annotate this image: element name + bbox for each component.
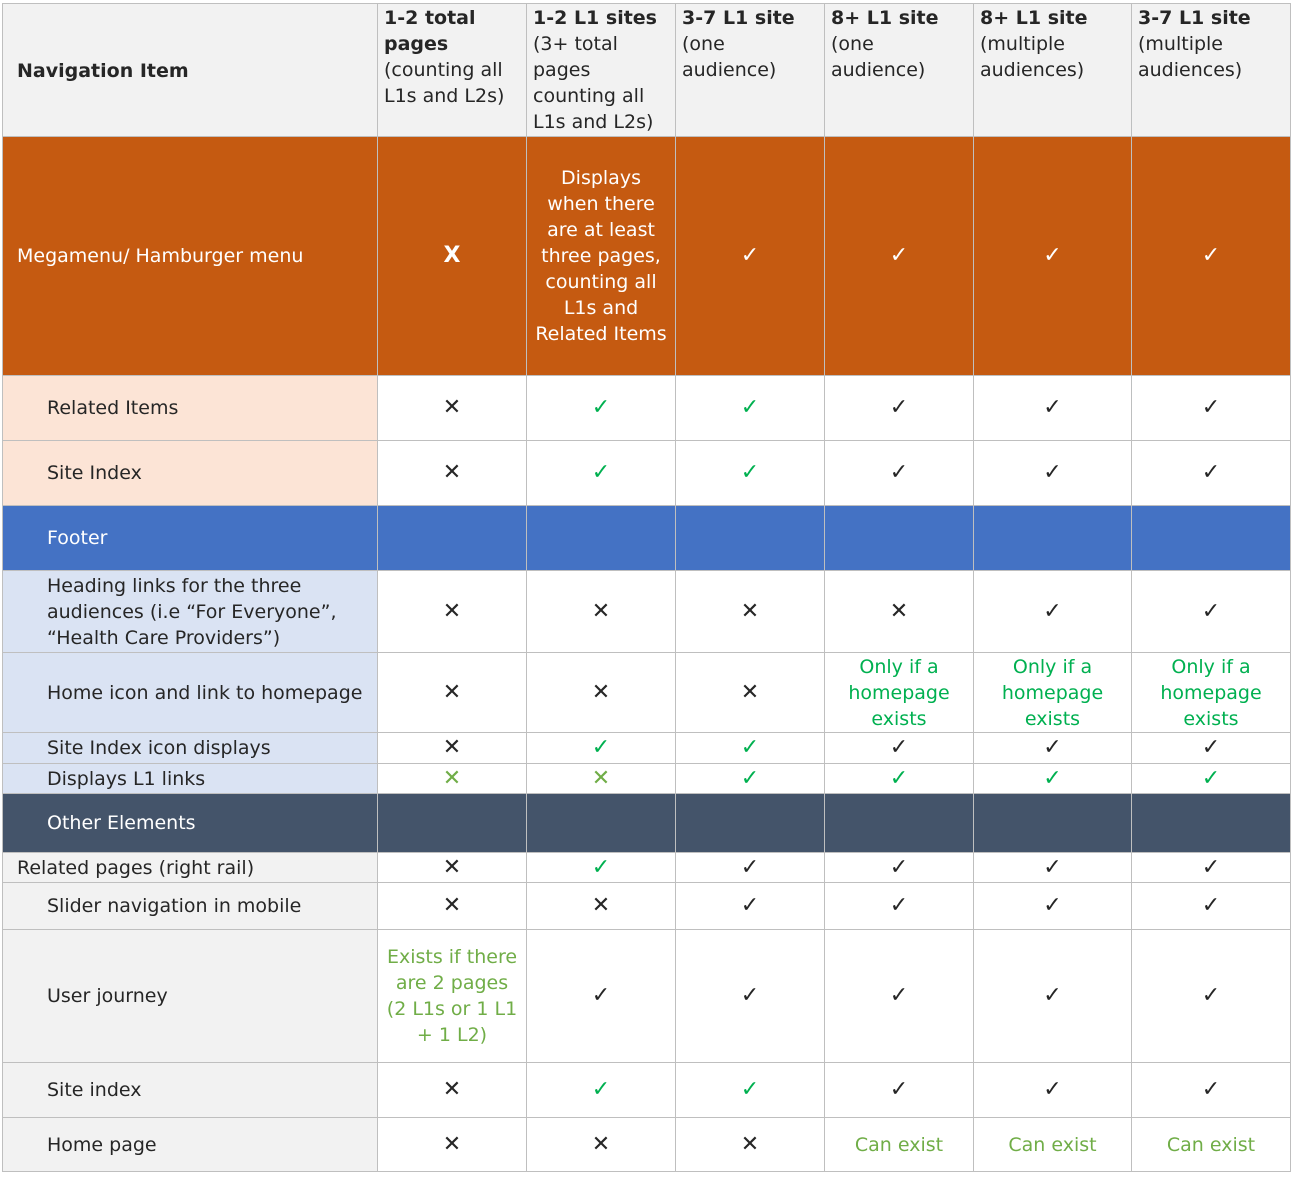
- cell-value: ✓: [676, 376, 825, 441]
- cell-value: ✓: [825, 376, 974, 441]
- empty-cell: [676, 506, 825, 571]
- table-row-l1-links: [3, 764, 1291, 794]
- section-label-other-elements: Other Elements: [3, 794, 378, 853]
- header-col-4-sub: (one audience): [831, 33, 926, 81]
- table-row-other-elements-section: [3, 794, 1291, 853]
- cell-value: ✕: [527, 653, 676, 733]
- cell-value: Displays when there are at least three pages, counting all L1s and Related Items: [527, 137, 676, 376]
- cell-value: ✕: [378, 733, 527, 764]
- header-col-4-title: 8+ L1 site: [831, 7, 939, 29]
- cell-value: ✕: [676, 1118, 825, 1172]
- cell-value: Exists if there are 2 pages (2 L1s or 1 L1 + 1 L2): [378, 930, 527, 1063]
- cell-value: ✕: [378, 853, 527, 883]
- row-label: Site Index: [3, 441, 378, 506]
- cell-value: ✓: [825, 1063, 974, 1118]
- empty-cell: [527, 506, 676, 571]
- table-row-slider-navigation: [3, 883, 1291, 930]
- row-label: User journey: [3, 930, 378, 1063]
- empty-cell: [974, 506, 1132, 571]
- cell-value: Can exist: [1132, 1118, 1291, 1172]
- cell-value: ✕: [378, 1063, 527, 1118]
- cell-value: ✓: [825, 764, 974, 794]
- cell-value: ✓: [676, 883, 825, 930]
- empty-cell: [527, 794, 676, 853]
- row-label: Displays L1 links: [3, 764, 378, 794]
- cell-value: ✓: [974, 764, 1132, 794]
- cell-value: ✕: [378, 571, 527, 653]
- row-label: Related pages (right rail): [3, 853, 378, 883]
- header-col-5: [974, 4, 1132, 137]
- header-col-2-title: 1-2 L1 sites: [533, 7, 657, 29]
- cell-value: ✓: [1132, 441, 1291, 506]
- cell-value: Only if a homepage exists: [825, 653, 974, 733]
- cell-value: ✓: [1132, 853, 1291, 883]
- cell-value: ✕: [527, 571, 676, 653]
- header-col-3: [676, 4, 825, 137]
- cell-value: ✓: [974, 930, 1132, 1063]
- cell-value: ✓: [676, 764, 825, 794]
- cell-value: ✕: [676, 571, 825, 653]
- cell-value: ✓: [676, 930, 825, 1063]
- cell-value: ✓: [676, 853, 825, 883]
- row-label: Heading links for the three audiences (i.e “For Everyone”, “Health Care Providers”): [3, 571, 378, 653]
- cell-value: ✓: [527, 1063, 676, 1118]
- cell-value: ✓: [1132, 571, 1291, 653]
- cell-value: ✓: [527, 733, 676, 764]
- row-label: Megamenu/ Hamburger menu: [3, 137, 378, 376]
- cell-value: ✓: [825, 883, 974, 930]
- cell-value: ✓: [825, 441, 974, 506]
- cell-value: ✓: [676, 441, 825, 506]
- cell-value: ✓: [1132, 733, 1291, 764]
- cell-value: ✓: [527, 376, 676, 441]
- cell-value: ✓: [527, 930, 676, 1063]
- cell-value: ✕: [825, 571, 974, 653]
- cell-value: Only if a homepage exists: [974, 653, 1132, 733]
- table-row-megamenu: [3, 137, 1291, 376]
- cell-value: ✓: [825, 930, 974, 1063]
- header-col-1-sub: (counting all L1s and L2s): [384, 59, 505, 107]
- cell-value: ✕: [378, 1118, 527, 1172]
- cell-value: Only if a homepage exists: [1132, 653, 1291, 733]
- cell-value: ✓: [825, 137, 974, 376]
- header-col-3-sub: (one audience): [682, 33, 777, 81]
- row-label: Related Items: [3, 376, 378, 441]
- table-row-home-icon: [3, 653, 1291, 733]
- cell-value: ✓: [676, 733, 825, 764]
- cell-value: ✕: [378, 653, 527, 733]
- row-label: Site index: [3, 1063, 378, 1118]
- empty-cell: [1132, 506, 1291, 571]
- cell-value: ✓: [974, 441, 1132, 506]
- cell-value: ✓: [974, 376, 1132, 441]
- table-row-related-pages: [3, 853, 1291, 883]
- empty-cell: [1132, 794, 1291, 853]
- header-col-6: [1132, 4, 1291, 137]
- cell-value: ✓: [974, 853, 1132, 883]
- header-col-2-sub: (3+ total pages counting all L1s and L2s): [533, 33, 654, 133]
- cell-value: ✕: [527, 764, 676, 794]
- empty-cell: [378, 506, 527, 571]
- cell-value: X: [378, 137, 527, 376]
- empty-cell: [825, 794, 974, 853]
- row-label: Slider navigation in mobile: [3, 883, 378, 930]
- table-row-related-items: [3, 376, 1291, 441]
- table-row-home-page: [3, 1118, 1291, 1172]
- empty-cell: [974, 794, 1132, 853]
- table-row-footer-section: [3, 506, 1291, 571]
- cell-value: ✕: [378, 883, 527, 930]
- cell-value: ✓: [974, 883, 1132, 930]
- header-col-5-title: 8+ L1 site: [980, 7, 1088, 29]
- cell-value: ✕: [676, 653, 825, 733]
- cell-value: ✕: [378, 764, 527, 794]
- cell-value: ✓: [527, 853, 676, 883]
- table-row-site-index-2: [3, 1063, 1291, 1118]
- empty-cell: [676, 794, 825, 853]
- header-col-2: [527, 4, 676, 137]
- cell-value: Can exist: [974, 1118, 1132, 1172]
- header-col-5-sub: (multiple audiences): [980, 33, 1085, 81]
- cell-value: ✕: [378, 376, 527, 441]
- cell-value: ✓: [1132, 930, 1291, 1063]
- cell-value: ✓: [974, 137, 1132, 376]
- cell-value: ✓: [1132, 1063, 1291, 1118]
- cell-value: ✕: [527, 883, 676, 930]
- empty-cell: [378, 794, 527, 853]
- empty-cell: [825, 506, 974, 571]
- header-col-1: [378, 4, 527, 137]
- header-col-4: [825, 4, 974, 137]
- row-label: Home icon and link to homepage: [3, 653, 378, 733]
- cell-value: ✓: [974, 1063, 1132, 1118]
- cell-value: ✓: [676, 137, 825, 376]
- cell-value: ✓: [1132, 883, 1291, 930]
- cell-value: ✓: [1132, 137, 1291, 376]
- row-label: Site Index icon displays: [3, 733, 378, 764]
- header-navigation-item: [3, 4, 378, 137]
- header-corner-label: Navigation Item: [17, 59, 189, 82]
- row-label: Home page: [3, 1118, 378, 1172]
- cell-value: Can exist: [825, 1118, 974, 1172]
- header-col-1-title: 1-2 total pages: [384, 7, 476, 55]
- cell-value: ✕: [527, 1118, 676, 1172]
- cell-value: ✓: [974, 733, 1132, 764]
- navigation-matrix-table: [2, 3, 1291, 1172]
- header-col-6-sub: (multiple audiences): [1138, 33, 1243, 81]
- cell-value: ✓: [825, 853, 974, 883]
- cell-value: ✓: [974, 571, 1132, 653]
- header-row: [3, 4, 1291, 137]
- table-row-site-index-icon: [3, 733, 1291, 764]
- cell-value: ✓: [1132, 764, 1291, 794]
- table-row-user-journey: [3, 930, 1291, 1063]
- table-row-heading-links: [3, 571, 1291, 653]
- cell-value: ✕: [378, 441, 527, 506]
- table-row-site-index: [3, 441, 1291, 506]
- header-col-3-title: 3-7 L1 site: [682, 7, 795, 29]
- section-label-footer: Footer: [3, 506, 378, 571]
- cell-value: ✓: [1132, 376, 1291, 441]
- header-col-6-title: 3-7 L1 site: [1138, 7, 1251, 29]
- cell-value: ✓: [676, 1063, 825, 1118]
- cell-value: ✓: [825, 733, 974, 764]
- cell-value: ✓: [527, 441, 676, 506]
